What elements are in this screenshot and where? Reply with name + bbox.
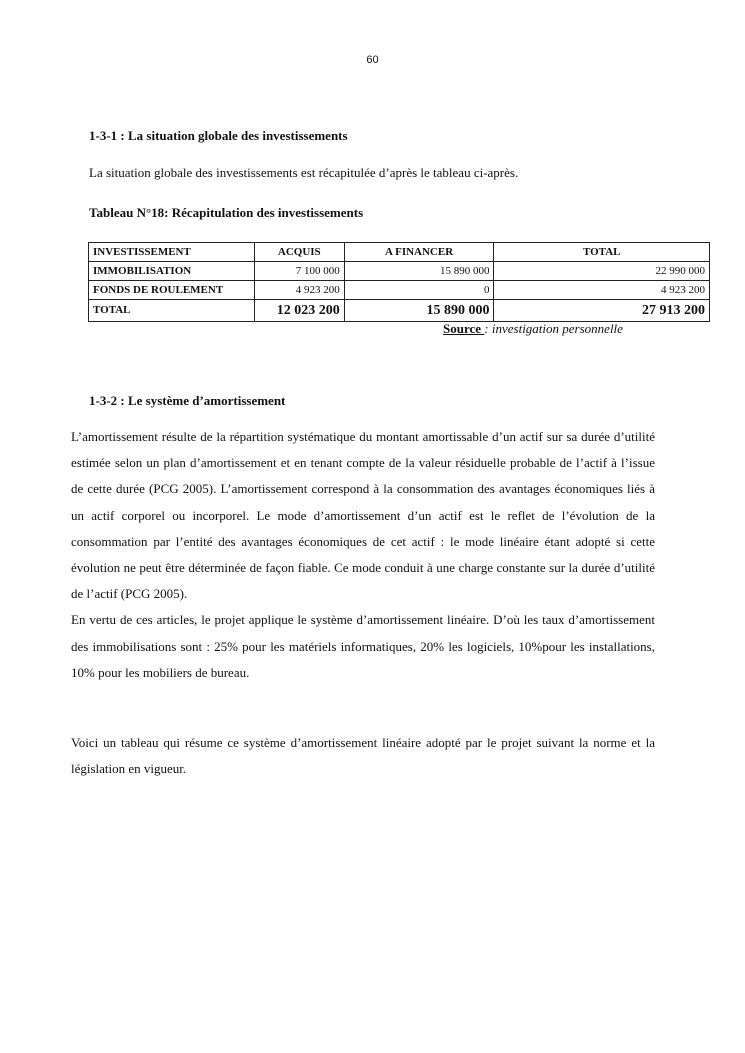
section-heading-amortization: 1-3-2 : Le système d’amortissement [89,393,286,408]
cell-value: 7 100 000 [254,262,344,281]
source-text: : investigation personnelle [484,321,623,336]
table-title: Tableau N°18: Récapitulation des investissements [89,205,364,220]
table-total-row [89,300,710,322]
paragraph-rates: En vertu de ces articles, le projet applique le système d’amortissement linéaire. D’où les taux d’amortissement des immobilisations sont : 25% pour les matériels informatiques, 20% les logiciels, 10%pour les installations, 10% pour les mobiliers de bureau. [71,612,655,680]
row-label-immobilisation: IMMOBILISATION [89,262,255,281]
total-acquis: 12 023 200 [254,300,344,322]
cell-value: 15 890 000 [344,262,494,281]
source-label: Source [443,321,485,336]
paragraph-definition: L’amortissement résulte de la répartition systématique du montant amortissable d’un actif sur sa durée d’utilité estimée selon un plan d’amortissement et en tenant compte de la valeur résiduelle probable de l’actif à l’issue de cette durée (PCG 2005). L’amortissement correspond à la consommation des avantages économiques liés à un actif corporel ou incorporel. Le mode d’amortissement d’un actif est le reflet de l’évolution de la consommation par l’entité des avantages économiques de cet actif : le mode linéaire étant adopté si cette évolution ne peut être déterminée de façon fiable. Ce mode conduit à une charge constante sur la durée d’utilité de l’actif (PCG 2005). [71,429,655,602]
header-total: TOTAL [494,243,710,262]
cell-value: 0 [344,281,494,300]
row-label-fonds-de-roulement: FONDS DE ROULEMENT [89,281,255,300]
intro-text: La situation globale des investissements est récapitulée d’après le tableau ci-après. [89,165,519,180]
investment-summary-table [88,242,710,322]
table-header-row [89,243,710,262]
total-total: 27 913 200 [494,300,710,322]
header-acquis: ACQUIS [254,243,344,262]
cell-value: 22 990 000 [494,262,710,281]
section-heading-investments: 1-3-1 : La situation globale des investissements [89,128,348,143]
header-investissement: INVESTISSEMENT [89,243,255,262]
paragraph-summary-intro: Voici un tableau qui résume ce système d’amortissement linéaire adopté par le projet suivant la norme et la législation en vigueur. [71,735,655,777]
row-label-total: TOTAL [89,300,255,322]
table-row [89,262,710,281]
table-source [443,321,623,337]
cell-value: 4 923 200 [494,281,710,300]
total-a-financer: 15 890 000 [344,300,494,322]
header-a-financer: A FINANCER [344,243,494,262]
amortization-body [71,424,655,686]
page-number: 60 [366,54,379,66]
table-row [89,281,710,300]
cell-value: 4 923 200 [254,281,344,300]
